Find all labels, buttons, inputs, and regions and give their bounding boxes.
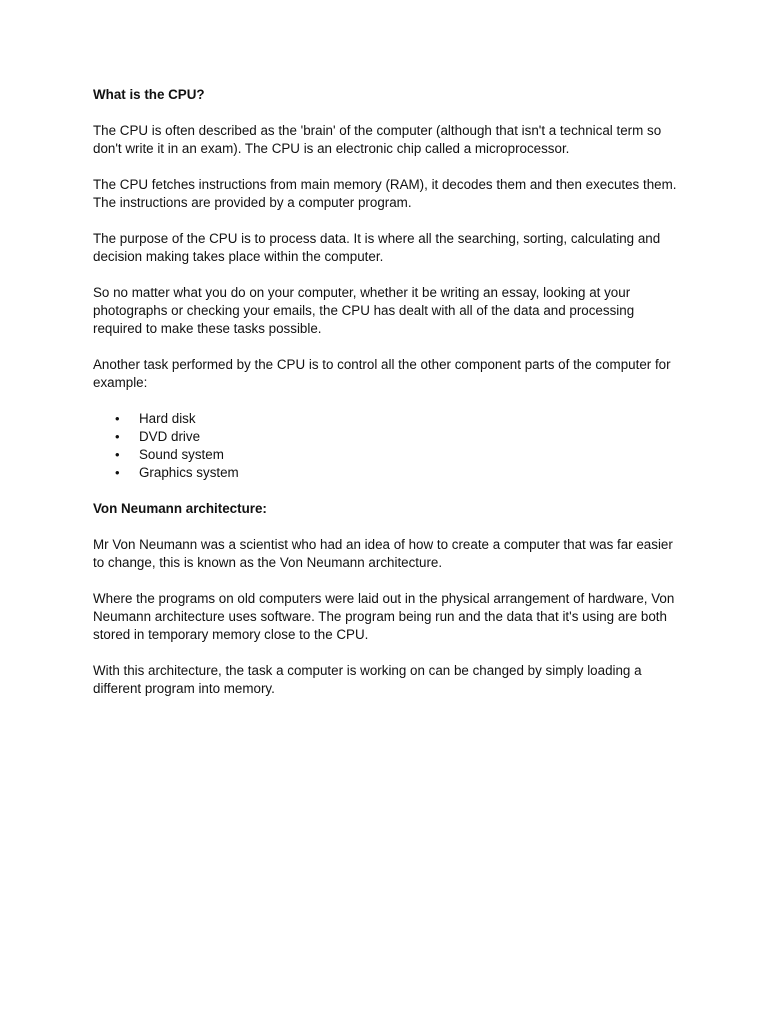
list-item-label: DVD drive	[139, 429, 201, 444]
list-item	[93, 446, 683, 464]
list-item-label: Graphics system	[139, 465, 239, 480]
bullet-icon: •	[115, 411, 120, 426]
bullet-icon: •	[115, 429, 120, 444]
paragraph-von-neumann-intro: Mr Von Neumann was a scientist who had an idea of how to create a computer that was far easier to change, this is known as the Von Neumann architecture.	[93, 537, 673, 570]
list-item	[93, 428, 683, 446]
document-body	[93, 86, 683, 716]
list-item-label: Hard disk	[139, 411, 196, 426]
paragraph-cpu-control: Another task performed by the CPU is to control all the other component parts of the computer for example:	[93, 357, 671, 390]
component-list	[93, 410, 683, 482]
bullet-icon: •	[115, 465, 120, 480]
paragraph-cpu-brain: The CPU is often described as the 'brain' of the computer (although that isn't a technical term so don't write it in an exam). The CPU is an electronic chip called a microprocessor.	[93, 123, 662, 156]
paragraph-cpu-fetch: The CPU fetches instructions from main memory (RAM), it decodes them and then executes them. The instructions are provided by a computer program.	[93, 177, 677, 210]
list-item	[93, 410, 683, 428]
heading-von-neumann: Von Neumann architecture:	[93, 501, 267, 516]
paragraph-cpu-purpose: The purpose of the CPU is to process data. It is where all the searching, sorting, calculating and decision making takes place within the computer.	[93, 231, 661, 264]
paragraph-von-neumann-software: Where the programs on old computers were laid out in the physical arrangement of hardware, Von Neumann architecture uses software. The program being run and the data that it's using are both stored in temporary memory close to the CPU.	[93, 591, 675, 642]
bullet-icon: •	[115, 447, 120, 462]
heading-what-is-cpu: What is the CPU?	[93, 87, 205, 102]
list-item-label: Sound system	[139, 447, 224, 462]
paragraph-von-neumann-loading: With this architecture, the task a computer is working on can be changed by simply loading a different program into memory.	[93, 663, 642, 696]
paragraph-cpu-tasks: So no matter what you do on your computer, whether it be writing an essay, looking at your photographs or checking your emails, the CPU has dealt with all of the data and processing required to make these tasks possible.	[93, 285, 635, 336]
list-item	[93, 464, 683, 482]
